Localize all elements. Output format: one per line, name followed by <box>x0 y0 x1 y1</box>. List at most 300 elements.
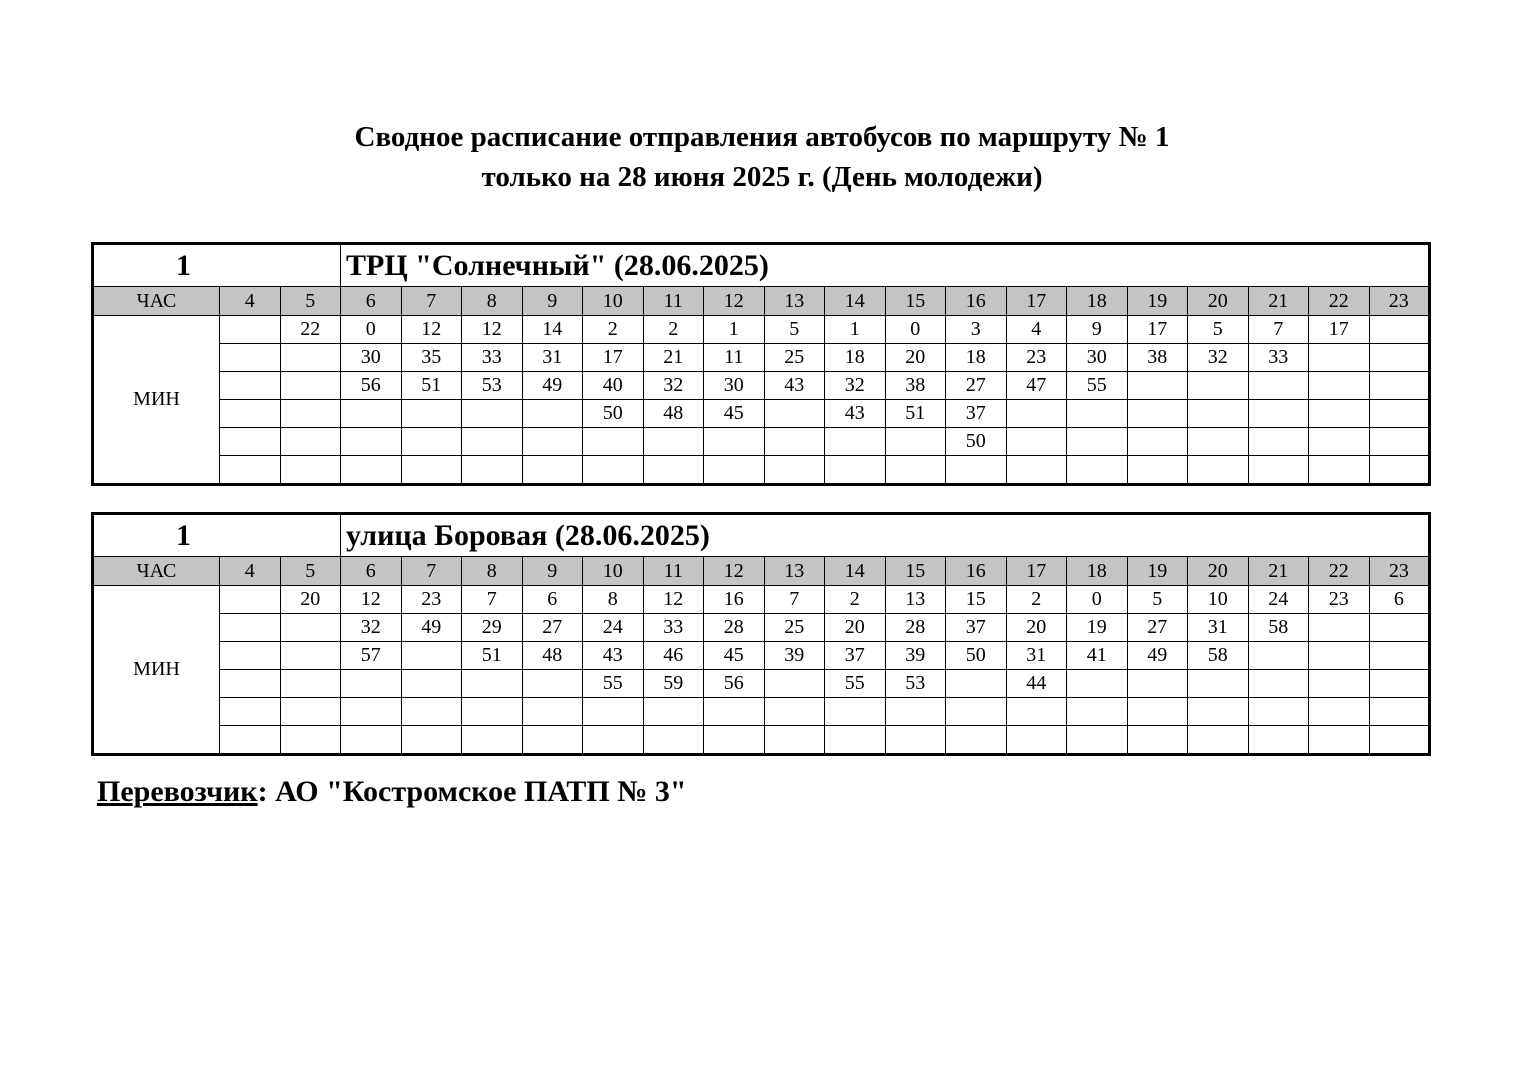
minute-cell <box>1188 456 1249 485</box>
minute-cell: 8 <box>583 586 644 614</box>
minute-cell <box>1248 726 1309 755</box>
hour-cell: 14 <box>825 557 886 586</box>
minute-cell: 4 <box>1006 316 1067 344</box>
minute-cell <box>1248 642 1309 670</box>
minute-cell <box>462 670 523 698</box>
minute-cell <box>643 726 704 755</box>
minute-cell <box>341 726 402 755</box>
hour-cell: 20 <box>1188 287 1249 316</box>
minute-cell <box>1369 428 1430 456</box>
minute-cell: 43 <box>583 642 644 670</box>
minute-cell <box>220 456 281 485</box>
hour-cell: 17 <box>1006 287 1067 316</box>
hour-row <box>93 287 1430 316</box>
minute-cell <box>220 670 281 698</box>
hour-cell: 8 <box>462 287 523 316</box>
minute-cell <box>1188 670 1249 698</box>
minute-cell <box>1067 456 1128 485</box>
minute-cell: 2 <box>1006 586 1067 614</box>
minute-cell: 57 <box>341 642 402 670</box>
hour-cell: 9 <box>522 287 583 316</box>
minute-cell <box>220 586 281 614</box>
minute-cell <box>1006 400 1067 428</box>
minute-cell: 53 <box>462 372 523 400</box>
minute-cell <box>1369 344 1430 372</box>
hour-cell: 7 <box>401 287 462 316</box>
hour-cell: 14 <box>825 287 886 316</box>
minute-cell: 45 <box>704 642 765 670</box>
carrier-label: Перевозчик <box>97 775 258 808</box>
minute-cell <box>1188 372 1249 400</box>
minute-cell <box>1067 698 1128 726</box>
minute-cell: 37 <box>825 642 886 670</box>
minute-cell <box>643 428 704 456</box>
minute-cell: 53 <box>885 670 946 698</box>
minute-cell: 11 <box>704 344 765 372</box>
minute-cell: 59 <box>643 670 704 698</box>
title-line-2: только на 28 июня 2025 г. (День молодежи) <box>481 161 1043 193</box>
minute-cell <box>220 642 281 670</box>
minute-cell: 32 <box>825 372 886 400</box>
hour-label: ЧАС <box>93 287 220 316</box>
minute-cell: 0 <box>885 316 946 344</box>
minute-cell: 51 <box>401 372 462 400</box>
hour-cell: 11 <box>643 287 704 316</box>
minute-cell <box>280 400 341 428</box>
minute-cell <box>1188 726 1249 755</box>
minute-cell: 23 <box>1006 344 1067 372</box>
minute-cell <box>1248 428 1309 456</box>
minute-cell: 27 <box>946 372 1007 400</box>
hour-cell: 17 <box>1006 557 1067 586</box>
minute-cell <box>583 726 644 755</box>
minute-cell <box>280 456 341 485</box>
minute-cell <box>825 428 886 456</box>
minute-cell <box>280 614 341 642</box>
minute-cell <box>280 344 341 372</box>
minute-cell <box>1309 456 1370 485</box>
minute-cell <box>280 642 341 670</box>
minute-cell: 50 <box>583 400 644 428</box>
minute-cell: 49 <box>1127 642 1188 670</box>
minute-cell <box>1248 670 1309 698</box>
minute-cell: 15 <box>946 586 1007 614</box>
minute-cell <box>825 726 886 755</box>
hour-cell: 10 <box>583 287 644 316</box>
minute-cell: 21 <box>643 344 704 372</box>
hour-cell: 10 <box>583 557 644 586</box>
minute-cell: 51 <box>462 642 523 670</box>
minute-cell <box>522 400 583 428</box>
minute-cell <box>1309 670 1370 698</box>
minute-cell <box>401 400 462 428</box>
minute-cell: 7 <box>462 586 523 614</box>
minute-cell <box>280 698 341 726</box>
minute-cell <box>825 698 886 726</box>
minute-cell <box>1067 726 1128 755</box>
minute-cell <box>341 698 402 726</box>
hour-cell: 18 <box>1067 557 1128 586</box>
minute-cell <box>704 726 765 755</box>
minute-cell: 18 <box>946 344 1007 372</box>
minute-cell <box>401 726 462 755</box>
hour-row <box>93 557 1430 586</box>
minute-cell: 38 <box>1127 344 1188 372</box>
minute-cell: 24 <box>1248 586 1309 614</box>
minute-cell: 56 <box>341 372 402 400</box>
hour-cell: 9 <box>522 557 583 586</box>
minute-cell: 29 <box>462 614 523 642</box>
minute-cell <box>462 726 523 755</box>
minute-cell: 49 <box>401 614 462 642</box>
minute-cell <box>401 698 462 726</box>
minute-cell <box>1369 456 1430 485</box>
hour-cell: 5 <box>280 287 341 316</box>
minute-cell: 27 <box>522 614 583 642</box>
minute-cell <box>341 456 402 485</box>
title-line-1: Сводное расписание отправления автобусов по маршруту № 1 <box>354 121 1170 153</box>
minute-cell <box>220 400 281 428</box>
minute-cell <box>885 428 946 456</box>
minute-cell <box>341 400 402 428</box>
minute-cell <box>220 344 281 372</box>
minute-cell <box>522 698 583 726</box>
hour-cell: 6 <box>341 287 402 316</box>
minute-cell: 25 <box>764 614 825 642</box>
minute-row <box>93 428 1430 456</box>
minute-cell: 18 <box>825 344 886 372</box>
minute-cell: 32 <box>1188 344 1249 372</box>
minute-cell: 31 <box>1188 614 1249 642</box>
minute-cell <box>462 428 523 456</box>
minute-cell <box>1127 456 1188 485</box>
minute-row <box>93 372 1430 400</box>
minute-cell <box>1067 400 1128 428</box>
minute-cell <box>220 614 281 642</box>
hour-cell: 5 <box>280 557 341 586</box>
hour-cell: 11 <box>643 557 704 586</box>
minute-cell <box>462 400 523 428</box>
minute-cell <box>1006 428 1067 456</box>
hour-cell: 16 <box>946 557 1007 586</box>
minute-cell <box>1369 316 1430 344</box>
minute-row <box>93 344 1430 372</box>
minute-cell: 7 <box>764 586 825 614</box>
minute-cell: 50 <box>946 428 1007 456</box>
minute-cell <box>764 726 825 755</box>
minute-cell <box>1369 642 1430 670</box>
minute-cell <box>643 698 704 726</box>
minute-cell: 22 <box>280 316 341 344</box>
minute-cell: 12 <box>643 586 704 614</box>
minute-cell <box>1248 698 1309 726</box>
minute-cell <box>1369 726 1430 755</box>
minute-cell: 5 <box>1188 316 1249 344</box>
minute-cell: 55 <box>825 670 886 698</box>
minute-cell: 30 <box>1067 344 1128 372</box>
minute-cell: 5 <box>764 316 825 344</box>
minute-row <box>93 642 1430 670</box>
minute-cell: 20 <box>1006 614 1067 642</box>
minute-cell <box>1248 456 1309 485</box>
minute-cell <box>764 400 825 428</box>
minute-cell: 41 <box>1067 642 1128 670</box>
minute-cell <box>1127 428 1188 456</box>
hour-cell: 13 <box>764 287 825 316</box>
schedule-table-trc-solnechny <box>91 242 1431 486</box>
minute-cell <box>1006 726 1067 755</box>
minute-cell: 43 <box>825 400 886 428</box>
hour-cell: 8 <box>462 557 523 586</box>
minute-cell <box>401 456 462 485</box>
minute-cell: 33 <box>462 344 523 372</box>
minute-cell: 2 <box>825 586 886 614</box>
hour-cell: 13 <box>764 557 825 586</box>
minute-cell: 31 <box>1006 642 1067 670</box>
minute-cell <box>1309 400 1370 428</box>
minute-cell <box>1369 400 1430 428</box>
minute-cell <box>583 456 644 485</box>
minute-cell: 1 <box>825 316 886 344</box>
minute-cell: 14 <box>522 316 583 344</box>
minute-cell <box>220 316 281 344</box>
minute-cell: 17 <box>1309 316 1370 344</box>
stop-header-row <box>93 244 1430 287</box>
minute-cell: 28 <box>704 614 765 642</box>
hour-cell: 4 <box>220 557 281 586</box>
minute-cell: 10 <box>1188 586 1249 614</box>
carrier-value: : АО "Костромское ПАТП № 3" <box>257 775 687 808</box>
minute-row <box>93 698 1430 726</box>
minute-cell <box>885 726 946 755</box>
minute-cell: 33 <box>1248 344 1309 372</box>
minute-cell <box>704 428 765 456</box>
minute-cell <box>1067 428 1128 456</box>
minute-cell <box>1067 670 1128 698</box>
minute-cell: 25 <box>764 344 825 372</box>
minute-cell: 9 <box>1067 316 1128 344</box>
hour-cell: 15 <box>885 287 946 316</box>
minute-cell <box>522 726 583 755</box>
minute-cell: 31 <box>522 344 583 372</box>
minute-cell <box>946 670 1007 698</box>
minute-cell: 33 <box>643 614 704 642</box>
minute-cell <box>220 372 281 400</box>
minute-cell <box>704 456 765 485</box>
minute-cell <box>643 456 704 485</box>
minute-cell: 0 <box>1067 586 1128 614</box>
hour-cell: 6 <box>341 557 402 586</box>
minute-cell <box>1127 726 1188 755</box>
minute-cell: 30 <box>704 372 765 400</box>
minute-cell <box>401 428 462 456</box>
minute-cell <box>1248 400 1309 428</box>
minute-cell: 7 <box>1248 316 1309 344</box>
minute-cell <box>1127 400 1188 428</box>
minute-cell: 58 <box>1188 642 1249 670</box>
minute-cell <box>1309 698 1370 726</box>
minute-cell <box>764 456 825 485</box>
stop-name: ТРЦ "Солнечный" (28.06.2025) <box>341 244 1430 287</box>
minute-cell: 51 <box>885 400 946 428</box>
minute-cell <box>825 456 886 485</box>
minute-cell: 32 <box>643 372 704 400</box>
minute-cell <box>1248 372 1309 400</box>
minute-cell <box>1309 614 1370 642</box>
minute-cell <box>583 698 644 726</box>
minute-cell <box>704 698 765 726</box>
minute-cell: 23 <box>401 586 462 614</box>
minute-row <box>93 586 1430 614</box>
minute-cell: 49 <box>522 372 583 400</box>
minute-cell <box>220 428 281 456</box>
minute-cell: 16 <box>704 586 765 614</box>
carrier-line <box>97 775 687 809</box>
minute-cell: 1 <box>704 316 765 344</box>
minute-cell: 17 <box>583 344 644 372</box>
minute-cell: 20 <box>825 614 886 642</box>
minute-cell <box>885 698 946 726</box>
minute-cell <box>1127 372 1188 400</box>
route-number: 1 <box>93 244 341 287</box>
minute-cell <box>401 670 462 698</box>
minute-cell <box>583 428 644 456</box>
minute-cell: 12 <box>462 316 523 344</box>
schedule-table-borovaya-street <box>91 512 1431 756</box>
minute-cell: 12 <box>401 316 462 344</box>
minute-cell: 55 <box>1067 372 1128 400</box>
minute-cell: 39 <box>764 642 825 670</box>
minute-cell <box>462 456 523 485</box>
minute-cell <box>401 642 462 670</box>
minute-cell <box>341 428 402 456</box>
document-title <box>0 117 1524 197</box>
minute-cell <box>462 698 523 726</box>
minute-cell: 23 <box>1309 586 1370 614</box>
hour-cell: 18 <box>1067 287 1128 316</box>
minute-cell: 19 <box>1067 614 1128 642</box>
minute-cell <box>280 726 341 755</box>
hour-cell: 20 <box>1188 557 1249 586</box>
minute-cell: 40 <box>583 372 644 400</box>
minute-cell: 47 <box>1006 372 1067 400</box>
minute-cell <box>1369 614 1430 642</box>
hour-cell: 7 <box>401 557 462 586</box>
minute-cell <box>1188 400 1249 428</box>
minute-cell: 0 <box>341 316 402 344</box>
minute-cell <box>1309 642 1370 670</box>
hour-cell: 23 <box>1369 557 1430 586</box>
minute-cell <box>522 428 583 456</box>
minute-cell <box>220 698 281 726</box>
minute-cell <box>341 670 402 698</box>
minute-cell <box>522 456 583 485</box>
minute-cell <box>1188 428 1249 456</box>
minute-cell <box>1369 372 1430 400</box>
hour-cell: 21 <box>1248 557 1309 586</box>
hour-cell: 12 <box>704 287 765 316</box>
minute-cell <box>1309 428 1370 456</box>
minute-cell <box>764 428 825 456</box>
stop-header-row <box>93 514 1430 557</box>
minute-cell <box>764 670 825 698</box>
minute-cell <box>764 698 825 726</box>
route-number: 1 <box>93 514 341 557</box>
minute-cell: 48 <box>643 400 704 428</box>
minute-cell <box>1309 372 1370 400</box>
hour-cell: 16 <box>946 287 1007 316</box>
hour-cell: 15 <box>885 557 946 586</box>
stop-name: улица Боровая (28.06.2025) <box>341 514 1430 557</box>
minute-cell <box>280 372 341 400</box>
minute-cell: 45 <box>704 400 765 428</box>
minute-cell: 20 <box>885 344 946 372</box>
minute-cell: 44 <box>1006 670 1067 698</box>
minute-row <box>93 456 1430 485</box>
minute-cell: 13 <box>885 586 946 614</box>
minute-cell: 2 <box>643 316 704 344</box>
minute-cell <box>280 428 341 456</box>
hour-cell: 4 <box>220 287 281 316</box>
minute-cell: 35 <box>401 344 462 372</box>
hour-cell: 21 <box>1248 287 1309 316</box>
minute-cell <box>885 456 946 485</box>
minute-cell: 6 <box>522 586 583 614</box>
minute-cell: 20 <box>280 586 341 614</box>
hour-cell: 12 <box>704 557 765 586</box>
minute-cell <box>946 726 1007 755</box>
minute-cell <box>946 698 1007 726</box>
minute-cell <box>1309 344 1370 372</box>
minutes-label: МИН <box>93 316 220 485</box>
minute-row <box>93 614 1430 642</box>
minute-cell: 27 <box>1127 614 1188 642</box>
minute-cell: 56 <box>704 670 765 698</box>
minute-cell <box>1369 698 1430 726</box>
minute-cell: 50 <box>946 642 1007 670</box>
minute-cell: 37 <box>946 400 1007 428</box>
minute-cell: 12 <box>341 586 402 614</box>
minute-cell <box>1006 456 1067 485</box>
hour-cell: 22 <box>1309 287 1370 316</box>
minute-cell <box>1309 726 1370 755</box>
minute-cell <box>522 670 583 698</box>
minute-cell: 2 <box>583 316 644 344</box>
minute-cell: 3 <box>946 316 1007 344</box>
minute-row <box>93 316 1430 344</box>
minute-cell: 43 <box>764 372 825 400</box>
minute-cell: 5 <box>1127 586 1188 614</box>
hour-cell: 22 <box>1309 557 1370 586</box>
minute-cell: 39 <box>885 642 946 670</box>
minute-cell <box>280 670 341 698</box>
minute-cell: 30 <box>341 344 402 372</box>
minute-cell: 48 <box>522 642 583 670</box>
minute-cell: 17 <box>1127 316 1188 344</box>
minute-row <box>93 726 1430 755</box>
minute-cell <box>1369 670 1430 698</box>
hour-cell: 23 <box>1369 287 1430 316</box>
hour-cell: 19 <box>1127 287 1188 316</box>
minute-cell: 28 <box>885 614 946 642</box>
minute-cell: 46 <box>643 642 704 670</box>
minute-row <box>93 670 1430 698</box>
minute-cell: 38 <box>885 372 946 400</box>
minute-cell <box>1127 698 1188 726</box>
minute-cell <box>946 456 1007 485</box>
hour-label: ЧАС <box>93 557 220 586</box>
minute-cell: 55 <box>583 670 644 698</box>
